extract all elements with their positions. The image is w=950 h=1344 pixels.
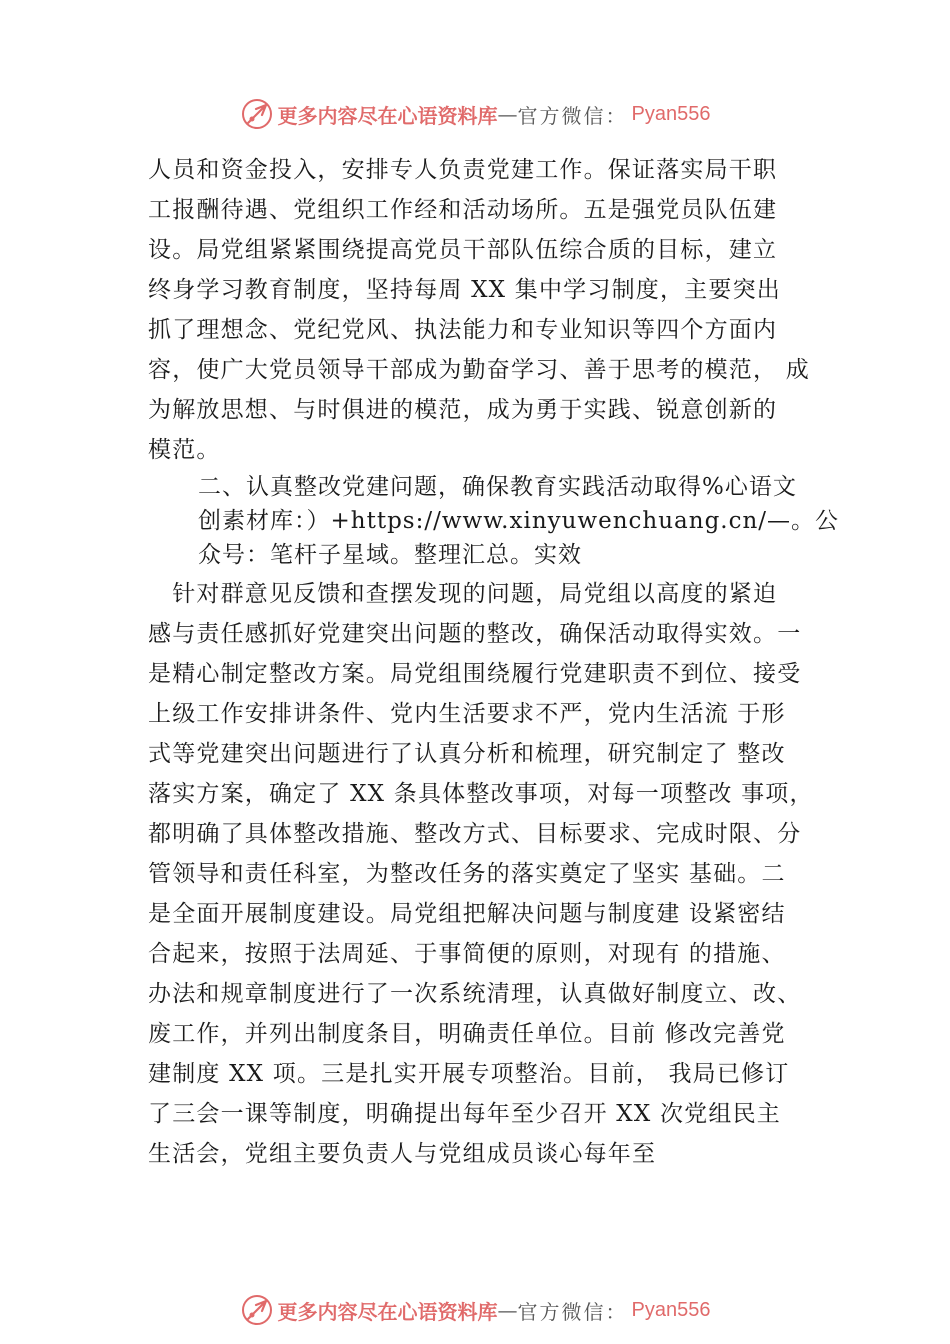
- text-line: 都明确了具体整改措施、整改方式、目标要求、完成时限、分: [148, 821, 802, 847]
- heading-line: 二、认真整改党建问题，确保教育实践活动取得%心语文: [198, 474, 797, 500]
- text-line: 工报酬待遇、党组织工作经和活动场所。五是强党员队伍建: [148, 197, 778, 223]
- banner-brand-text: 更多内容尽在心语资料库: [277, 103, 498, 128]
- text-line: 建制度 XX 项。三是扎实开展专项整治。目前， 我局已修订: [148, 1061, 790, 1087]
- text-line: 是精心制定整改方案。局党组围绕履行党建职责不到位、接受: [148, 661, 802, 687]
- text-line: 为解放思想、与时俱进的模范，成为勇于实践、锐意创新的: [148, 397, 778, 423]
- text-line: 落实方案，确定了 XX 条具体整改事项，对每一项整改 事项，: [148, 781, 814, 807]
- header-banner: [0, 94, 950, 134]
- text-line: 人员和资金投入，安排专人负责党建工作。保证落实局干职: [148, 157, 778, 183]
- paragraph-2: [148, 574, 838, 1174]
- heading-line: 众号：笔杆子星域。整理汇总。实效: [198, 542, 582, 568]
- banner-brand-text: 更多内容尽在心语资料库: [277, 1299, 498, 1324]
- text-line: 废工作，并列出制度条目，明确责任单位。目前 修改完善党: [148, 1021, 786, 1047]
- banner-official-label: 官方微信：: [517, 103, 628, 128]
- text-line: 容，使广大党员领导干部成为勤奋学习、善于思考的模范， 成: [148, 357, 810, 383]
- text-line: 式等党建突出问题进行了认真分析和梳理，研究制定了 整改: [148, 741, 786, 767]
- text-line: 上级工作安排讲条件、党内生活要求不严，党内生活流 于形: [148, 701, 786, 727]
- heading-line: 创素材库：）+https://www.xinyuwenchuang.cn/—。公: [198, 508, 840, 534]
- quill-logo-icon: [240, 1293, 274, 1327]
- text-line: 生活会，党组主要负责人与党组成员谈心每年至: [148, 1141, 657, 1167]
- footer-banner: [0, 1290, 950, 1330]
- banner-dash: —: [497, 1298, 518, 1322]
- banner-official-label: 官方微信：: [517, 1299, 628, 1324]
- banner-dash: —: [497, 102, 518, 126]
- paragraph-1: [148, 150, 838, 470]
- text-line: 感与责任感抓好党建突出问题的整改，确保活动取得实效。一: [148, 621, 802, 647]
- text-line: 针对群意见反馈和查摆发现的问题，局党组以高度的紧迫: [148, 581, 778, 607]
- banner-wechat-id: Pyan556: [631, 102, 711, 125]
- text-line: 合起来，按照于法周延、于事简便的原则，对现有 的措施、: [148, 941, 786, 967]
- text-line: 了三会一课等制度，明确提出每年至少召开 XX 次党组民主: [148, 1101, 781, 1127]
- text-line: 模范。: [148, 437, 221, 463]
- section-heading: [198, 470, 838, 572]
- text-line: 终身学习教育制度，坚持每周 XX 集中学习制度，主要突出: [148, 277, 781, 303]
- banner-wechat-id: Pyan556: [631, 1298, 711, 1321]
- text-line: 办法和规章制度进行了一次系统清理，认真做好制度立、改、: [148, 981, 802, 1007]
- text-line: 是全面开展制度建设。局党组把解决问题与制度建 设紧密结: [148, 901, 786, 927]
- text-line: 管领导和责任科室，为整改任务的落实奠定了坚实 基础。二: [148, 861, 786, 887]
- text-line: 抓了理想念、党纪党风、执法能力和专业知识等四个方面内: [148, 317, 778, 343]
- quill-logo-icon: [240, 97, 274, 131]
- text-line: 设。局党组紧紧围绕提高党员干部队伍综合质的目标，建立: [148, 237, 778, 263]
